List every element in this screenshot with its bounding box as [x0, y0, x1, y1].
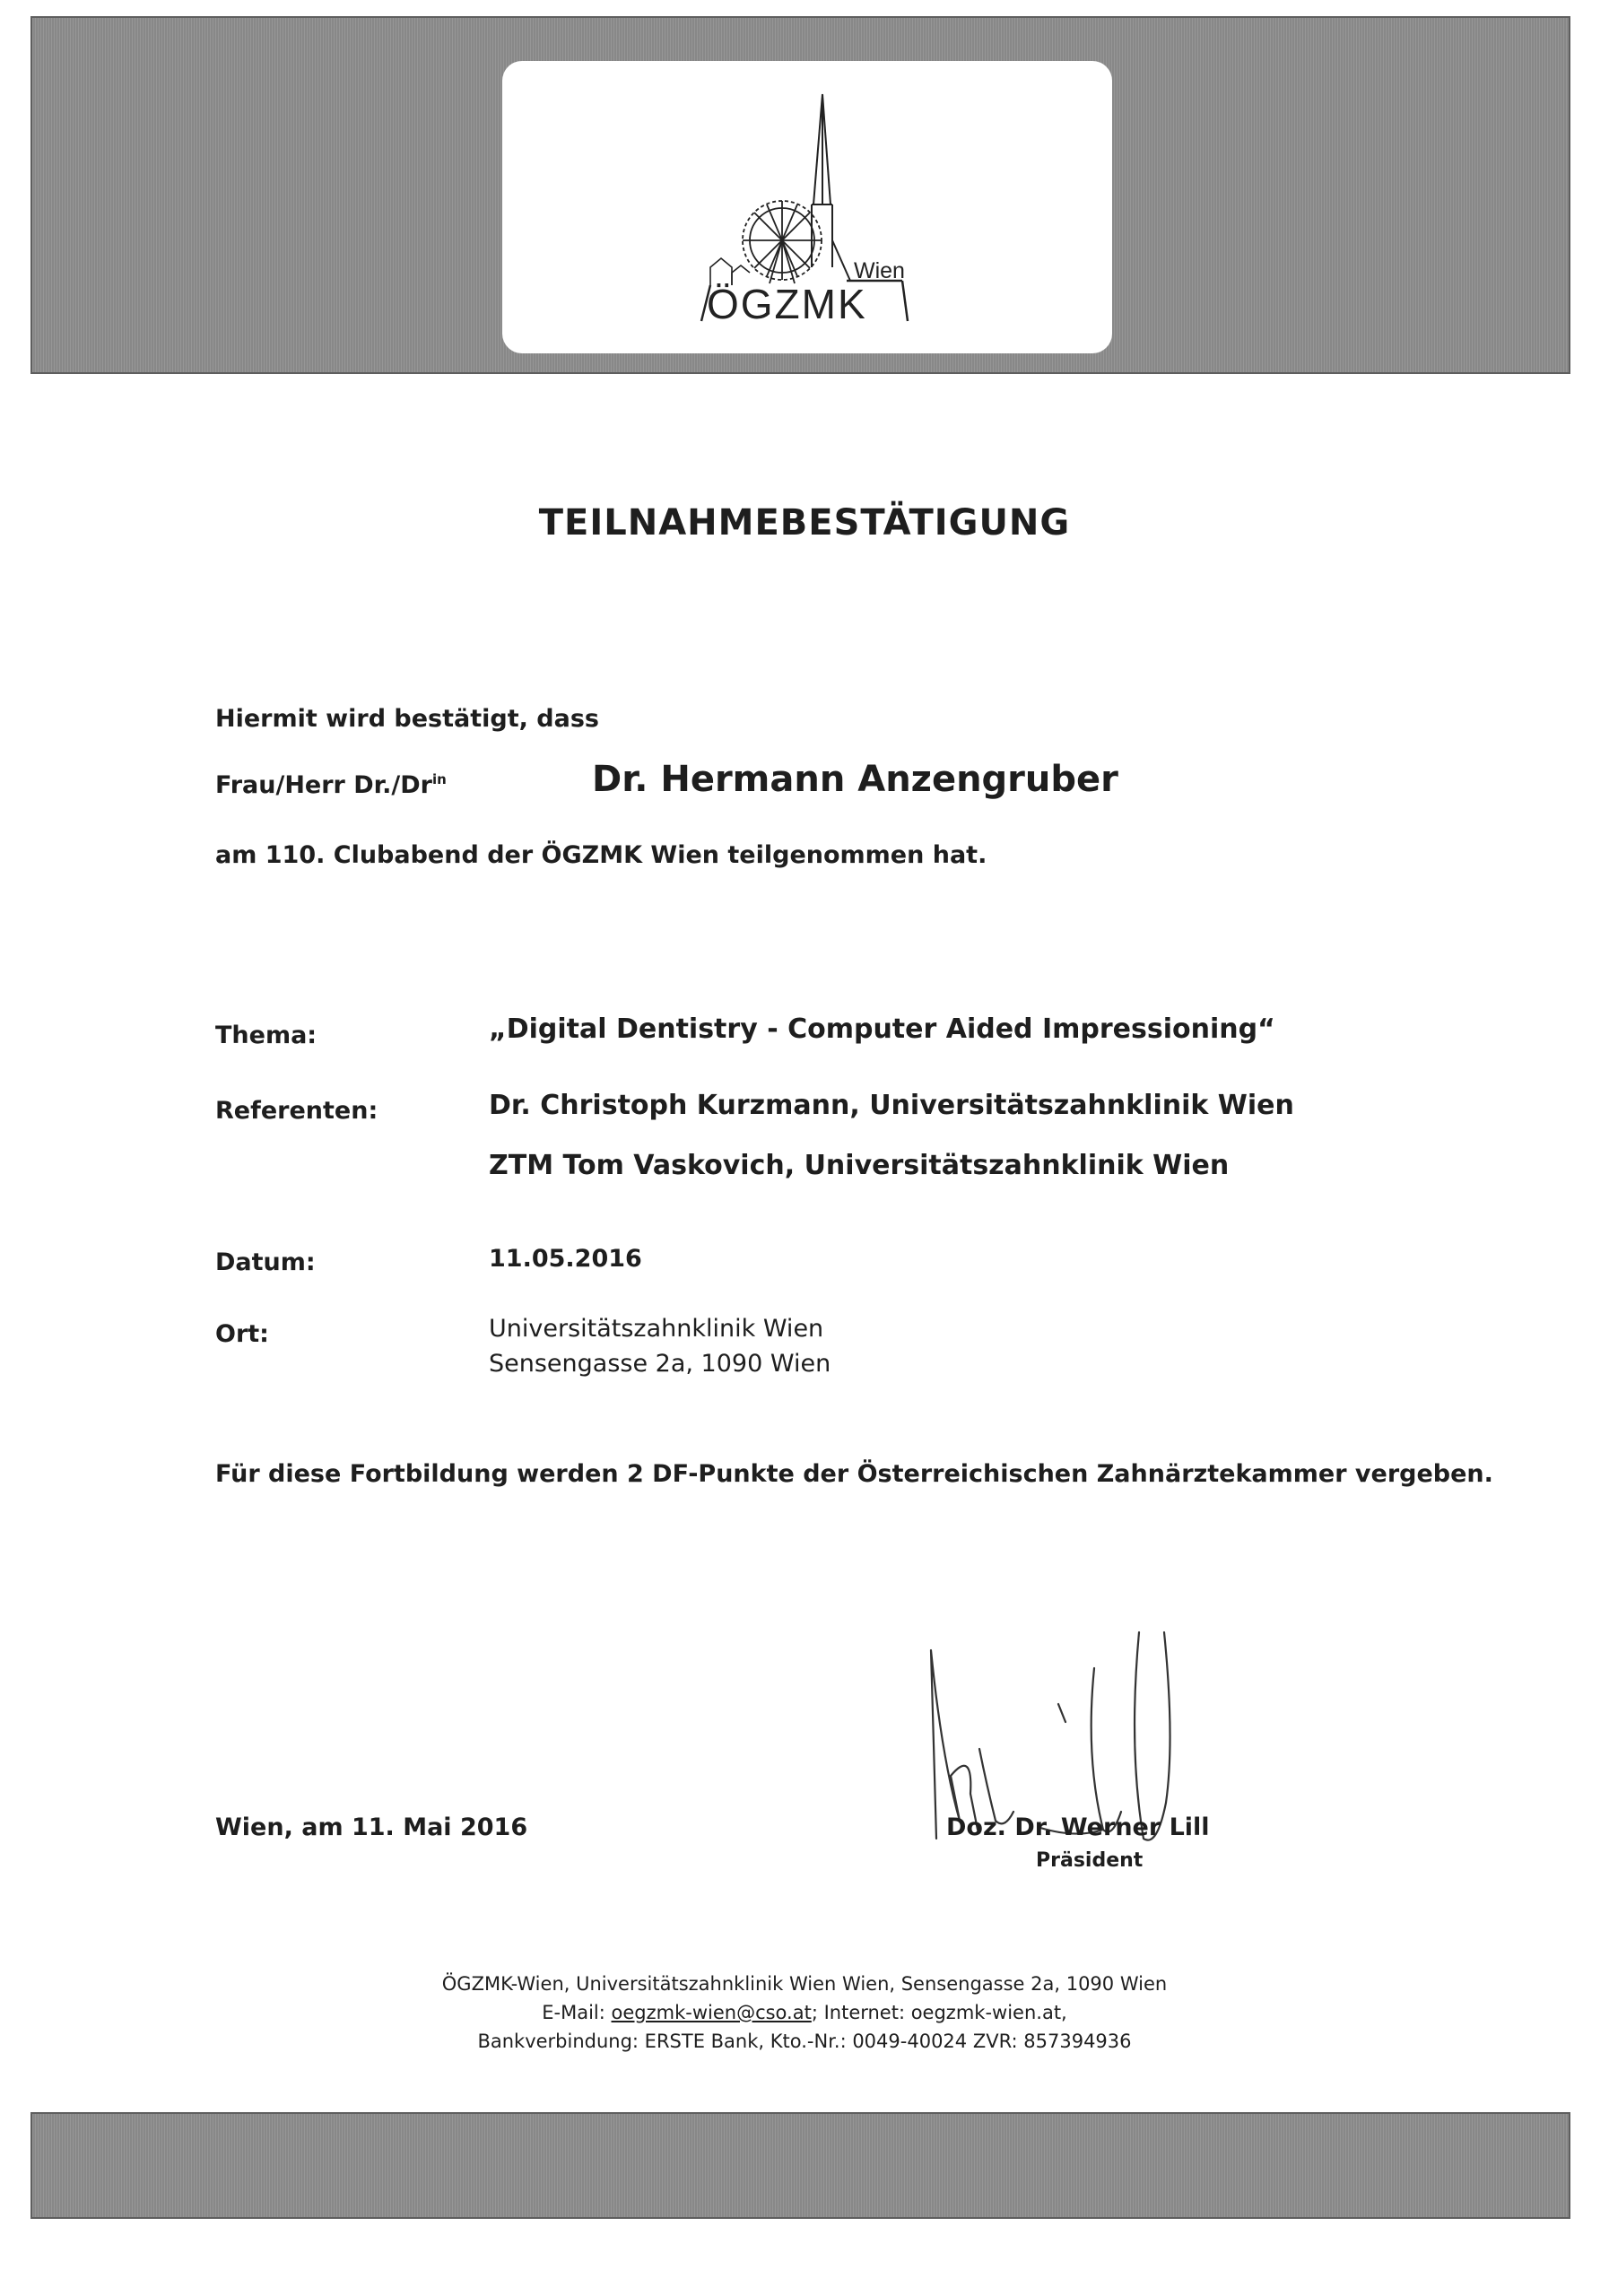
- ort-label: Ort:: [215, 1320, 269, 1348]
- thema-label: Thema:: [215, 1022, 317, 1049]
- document-title: TEILNAHMEBESTÄTIGUNG: [538, 502, 1071, 544]
- footer-internet: ; Internet: oegzmk-wien.at,: [811, 2002, 1067, 2023]
- intro-text: Hiermit wird bestätigt, dass: [215, 705, 599, 733]
- ort-line-1: Universitätszahnklinik Wien: [489, 1315, 824, 1343]
- footer-contact: [0, 2002, 1609, 2023]
- datum-value: 11.05.2016: [489, 1245, 642, 1273]
- datum-label: Datum:: [215, 1248, 316, 1276]
- salutation-label: [215, 771, 447, 799]
- participant-name: Dr. Hermann Anzengruber: [592, 759, 1118, 800]
- place-date: Wien, am 11. Mai 2016: [215, 1813, 528, 1841]
- handwritten-signature: [924, 1614, 1193, 1883]
- participation-text: am 110. Clubabend der ÖGZMK Wien teilgenommen hat.: [215, 841, 987, 869]
- footer-band: [30, 2112, 1570, 2219]
- referent-2: ZTM Tom Vaskovich, Universitätszahnklinik Wien: [489, 1150, 1230, 1181]
- referenten-label: Referenten:: [215, 1097, 378, 1125]
- footer-address: ÖGZMK-Wien, Universitätszahnklinik Wien Wien, Sensengasse 2a, 1090 Wien: [441, 1973, 1168, 1995]
- oegzmk-logo: [502, 61, 1112, 353]
- salutation-prefix: Frau/Herr Dr./Dr: [215, 771, 432, 799]
- salutation-superscript: in: [432, 771, 447, 787]
- logo-main-text: ÖGZMK: [707, 281, 867, 327]
- referent-1: Dr. Christoph Kurzmann, Universitätszahnklinik Wien: [489, 1090, 1294, 1121]
- credits-text: Für diese Fortbildung werden 2 DF-Punkte der Österreichischen Zahnärztekammer vergeben.: [215, 1460, 1493, 1488]
- signatory-name: Doz. Dr. Werner Lill: [946, 1813, 1210, 1841]
- signatory-role: Präsident: [1036, 1849, 1144, 1872]
- logo-wien-text: Wien: [854, 258, 905, 283]
- footer-email-link[interactable]: oegzmk-wien@cso.at: [611, 2002, 812, 2023]
- church-spire-icon: [812, 94, 850, 281]
- thema-value: „Digital Dentistry - Computer Aided Impressioning“: [489, 1013, 1275, 1045]
- footer-email-label: E-Mail:: [542, 2002, 612, 2023]
- ort-line-2: Sensengasse 2a, 1090 Wien: [489, 1350, 831, 1378]
- ferris-wheel-icon: [743, 201, 822, 283]
- footer-bank: Bankverbindung: ERSTE Bank, Kto.-Nr.: 0049-40024 ZVR: 857394936: [477, 2031, 1132, 2052]
- logo-panel: [502, 61, 1112, 353]
